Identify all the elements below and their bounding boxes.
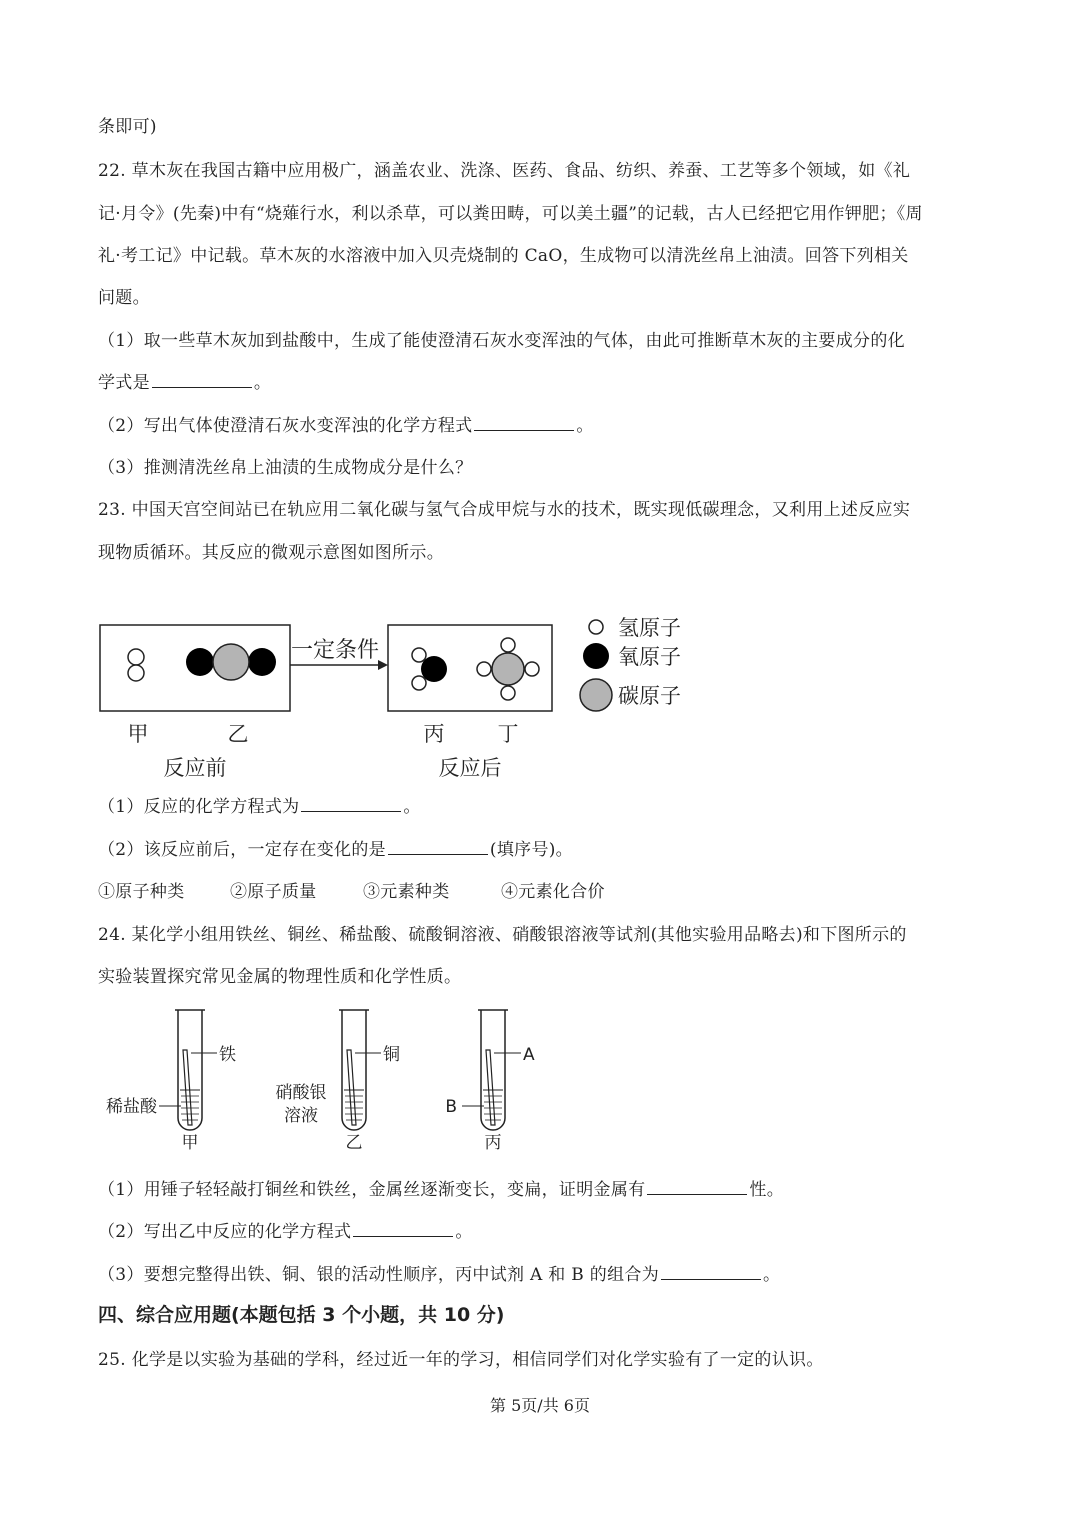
h2o-hydrogen-2 [412, 676, 426, 690]
q24-part3-answer-blank[interactable] [661, 1263, 761, 1280]
q23-part1-text: （1）反应的化学方程式为 [98, 797, 300, 817]
q22-stem-line-2: 记·月令》(先秦)中有“烧薙行水，利以杀草，可以粪田畴，可以美土疆”的记载，古人已经把它用作钾肥；《周 [98, 204, 923, 224]
q22-part3: （3）推测清洗丝帛上油渍的生成物成分是什么？ [98, 458, 473, 478]
ch4-hydrogen-left [477, 662, 491, 676]
test-tube-jia [159, 1010, 217, 1130]
label-yi: 乙 [227, 722, 249, 746]
legend-hydrogen-label: 氢原子 [618, 616, 681, 640]
q23-part1-end: 。 [403, 797, 421, 817]
q23-part2-answer-blank[interactable] [388, 838, 488, 855]
tube2-label: 乙 [345, 1133, 363, 1153]
label-ding: 丁 [497, 722, 519, 746]
legend-carbon-label: 碳原子 [618, 684, 681, 708]
q25-stem: 25. 化学是以实验为基础的学科，经过近一年的学习，相信同学们对化学实验有了一定的认识。 [98, 1350, 824, 1370]
q24-stem-line-2: 实验装置探究常见金属的物理性质和化学性质。 [98, 967, 462, 987]
q24-part3-text: （3）要想完整得出铁、铜、银的活动性顺序，丙中试剂 A 和 B 的组合为 [98, 1265, 659, 1285]
q22-part2-end: 。 [576, 416, 594, 436]
q22-part1-line-1: （1）取一些草木灰加到盐酸中，生成了能使澄清石灰水变浑浊的气体，由此可推断草木灰的主要成分的化 [98, 331, 905, 351]
q23-option-4: ④元素化合价 [501, 882, 605, 902]
label-jia: 甲 [127, 722, 149, 746]
legend-hydrogen-symbol [589, 620, 603, 634]
q22-part2-answer-blank[interactable] [474, 414, 574, 431]
section-4-heading: 四、综合应用题(本题包括 3 个小题，共 10 分) [98, 1304, 505, 1326]
q22-stem-line-4: 问题。 [98, 288, 150, 308]
q23-part2-end: (填序号)。 [489, 840, 573, 860]
q23-part1 [98, 792, 421, 817]
q23-stem-line-2: 现物质循环。其反应的微观示意图如图所示。 [98, 543, 444, 563]
page-footer: 第 5页/共 6页 [490, 1396, 590, 1415]
h2-atom-1 [128, 649, 144, 665]
legend-oxygen-label: 氧原子 [618, 645, 681, 669]
q22-stem-line-1: 22. 草木灰在我国古籍中应用极广，涵盖农业、洗涤、医药、食品、纺织、养蚕、工艺等多个领域，如《礼 [98, 161, 911, 181]
arrow-condition-label: 一定条件 [290, 638, 380, 663]
q24-part2-end: 。 [455, 1222, 473, 1242]
q22-stem-line-3: 礼·考工记》中记载。草木灰的水溶液中加入贝壳烧制的 CaO，生成物可以清洗丝帛上油渍。回答下列相关 [98, 246, 909, 266]
q23-option-2: ②原子质量 [230, 882, 317, 902]
q23-part1-answer-blank[interactable] [301, 795, 401, 812]
tube2-liquid-label-line-1: 硝酸银 [275, 1083, 327, 1103]
q24-part2-text: （2）写出乙中反应的化学方程式 [98, 1222, 352, 1242]
q22-part1-text: 学式是 [98, 373, 150, 393]
q23-option-1: ①原子种类 [98, 882, 185, 902]
h2-atom-2 [128, 665, 144, 681]
q22-part1-line-2 [98, 368, 271, 393]
ch4-hydrogen-top [501, 638, 515, 652]
tube3-liquid-label: B [445, 1097, 457, 1117]
label-bing: 丙 [423, 722, 445, 746]
q24-part1-end: 性。 [749, 1180, 785, 1200]
q22-part2-text: （2）写出气体使澄清石灰水变浑浊的化学方程式 [98, 416, 473, 436]
q22-part2 [98, 411, 594, 436]
tube3-label: 丙 [484, 1133, 502, 1153]
label-before: 反应前 [163, 756, 227, 780]
top-fragment: 条即可) [98, 117, 157, 137]
co2-oxygen-2 [248, 648, 276, 676]
tube2-metal-label: 铜 [383, 1045, 400, 1065]
tube1-label: 甲 [181, 1133, 199, 1153]
tube1-metal-label: 铁 [219, 1045, 236, 1065]
q24-test-tubes-diagram [95, 1000, 555, 1155]
q24-part1-text: （1）用锤子轻轻敲打铜丝和铁丝，金属丝逐渐变长，变扁，证明金属有 [98, 1180, 646, 1200]
q22-part1-end: 。 [253, 373, 272, 393]
q24-part3-end: 。 [763, 1265, 781, 1285]
ch4-carbon [492, 653, 524, 685]
q23-part2 [98, 835, 573, 860]
tube1-liquid-label: 稀盐酸 [106, 1097, 157, 1117]
tube2-liquid-label-line-2: 溶液 [284, 1106, 318, 1126]
q23-stem-line-1: 23. 中国天宫空间站已在轨应用二氧化碳与氢气合成甲烷与水的技术，既实现低碳理念，又利用上述反应实 [98, 500, 911, 520]
q24-part1-answer-blank[interactable] [647, 1178, 747, 1195]
q23-reaction-diagram [90, 605, 710, 785]
legend-oxygen-symbol [583, 643, 609, 669]
label-after: 反应后 [438, 756, 502, 780]
ch4-hydrogen-bottom [501, 686, 515, 700]
co2-carbon [213, 644, 249, 680]
test-tube-bing [462, 1010, 521, 1130]
q24-part3 [98, 1260, 780, 1285]
q24-part1 [98, 1175, 784, 1200]
q24-part2 [98, 1217, 473, 1242]
tube3-metal-label: A [523, 1045, 535, 1065]
q24-part2-answer-blank[interactable] [353, 1220, 453, 1237]
ch4-hydrogen-right [525, 662, 539, 676]
q24-stem-line-1: 24. 某化学小组用铁丝、铜丝、稀盐酸、硫酸铜溶液、硝酸银溶液等试剂(其他实验用品略去)和下图所示的 [98, 925, 907, 945]
legend-carbon-symbol [580, 679, 612, 711]
q23-part2-text: （2）该反应前后，一定存在变化的是 [98, 840, 386, 860]
q23-options [98, 877, 605, 902]
reaction-arrow-head [378, 660, 388, 670]
co2-oxygen-1 [186, 648, 214, 676]
h2o-hydrogen-1 [412, 648, 426, 662]
q22-part1-answer-blank[interactable] [152, 371, 252, 388]
q23-option-3: ③元素种类 [363, 882, 450, 902]
test-tube-yi [339, 1010, 381, 1130]
